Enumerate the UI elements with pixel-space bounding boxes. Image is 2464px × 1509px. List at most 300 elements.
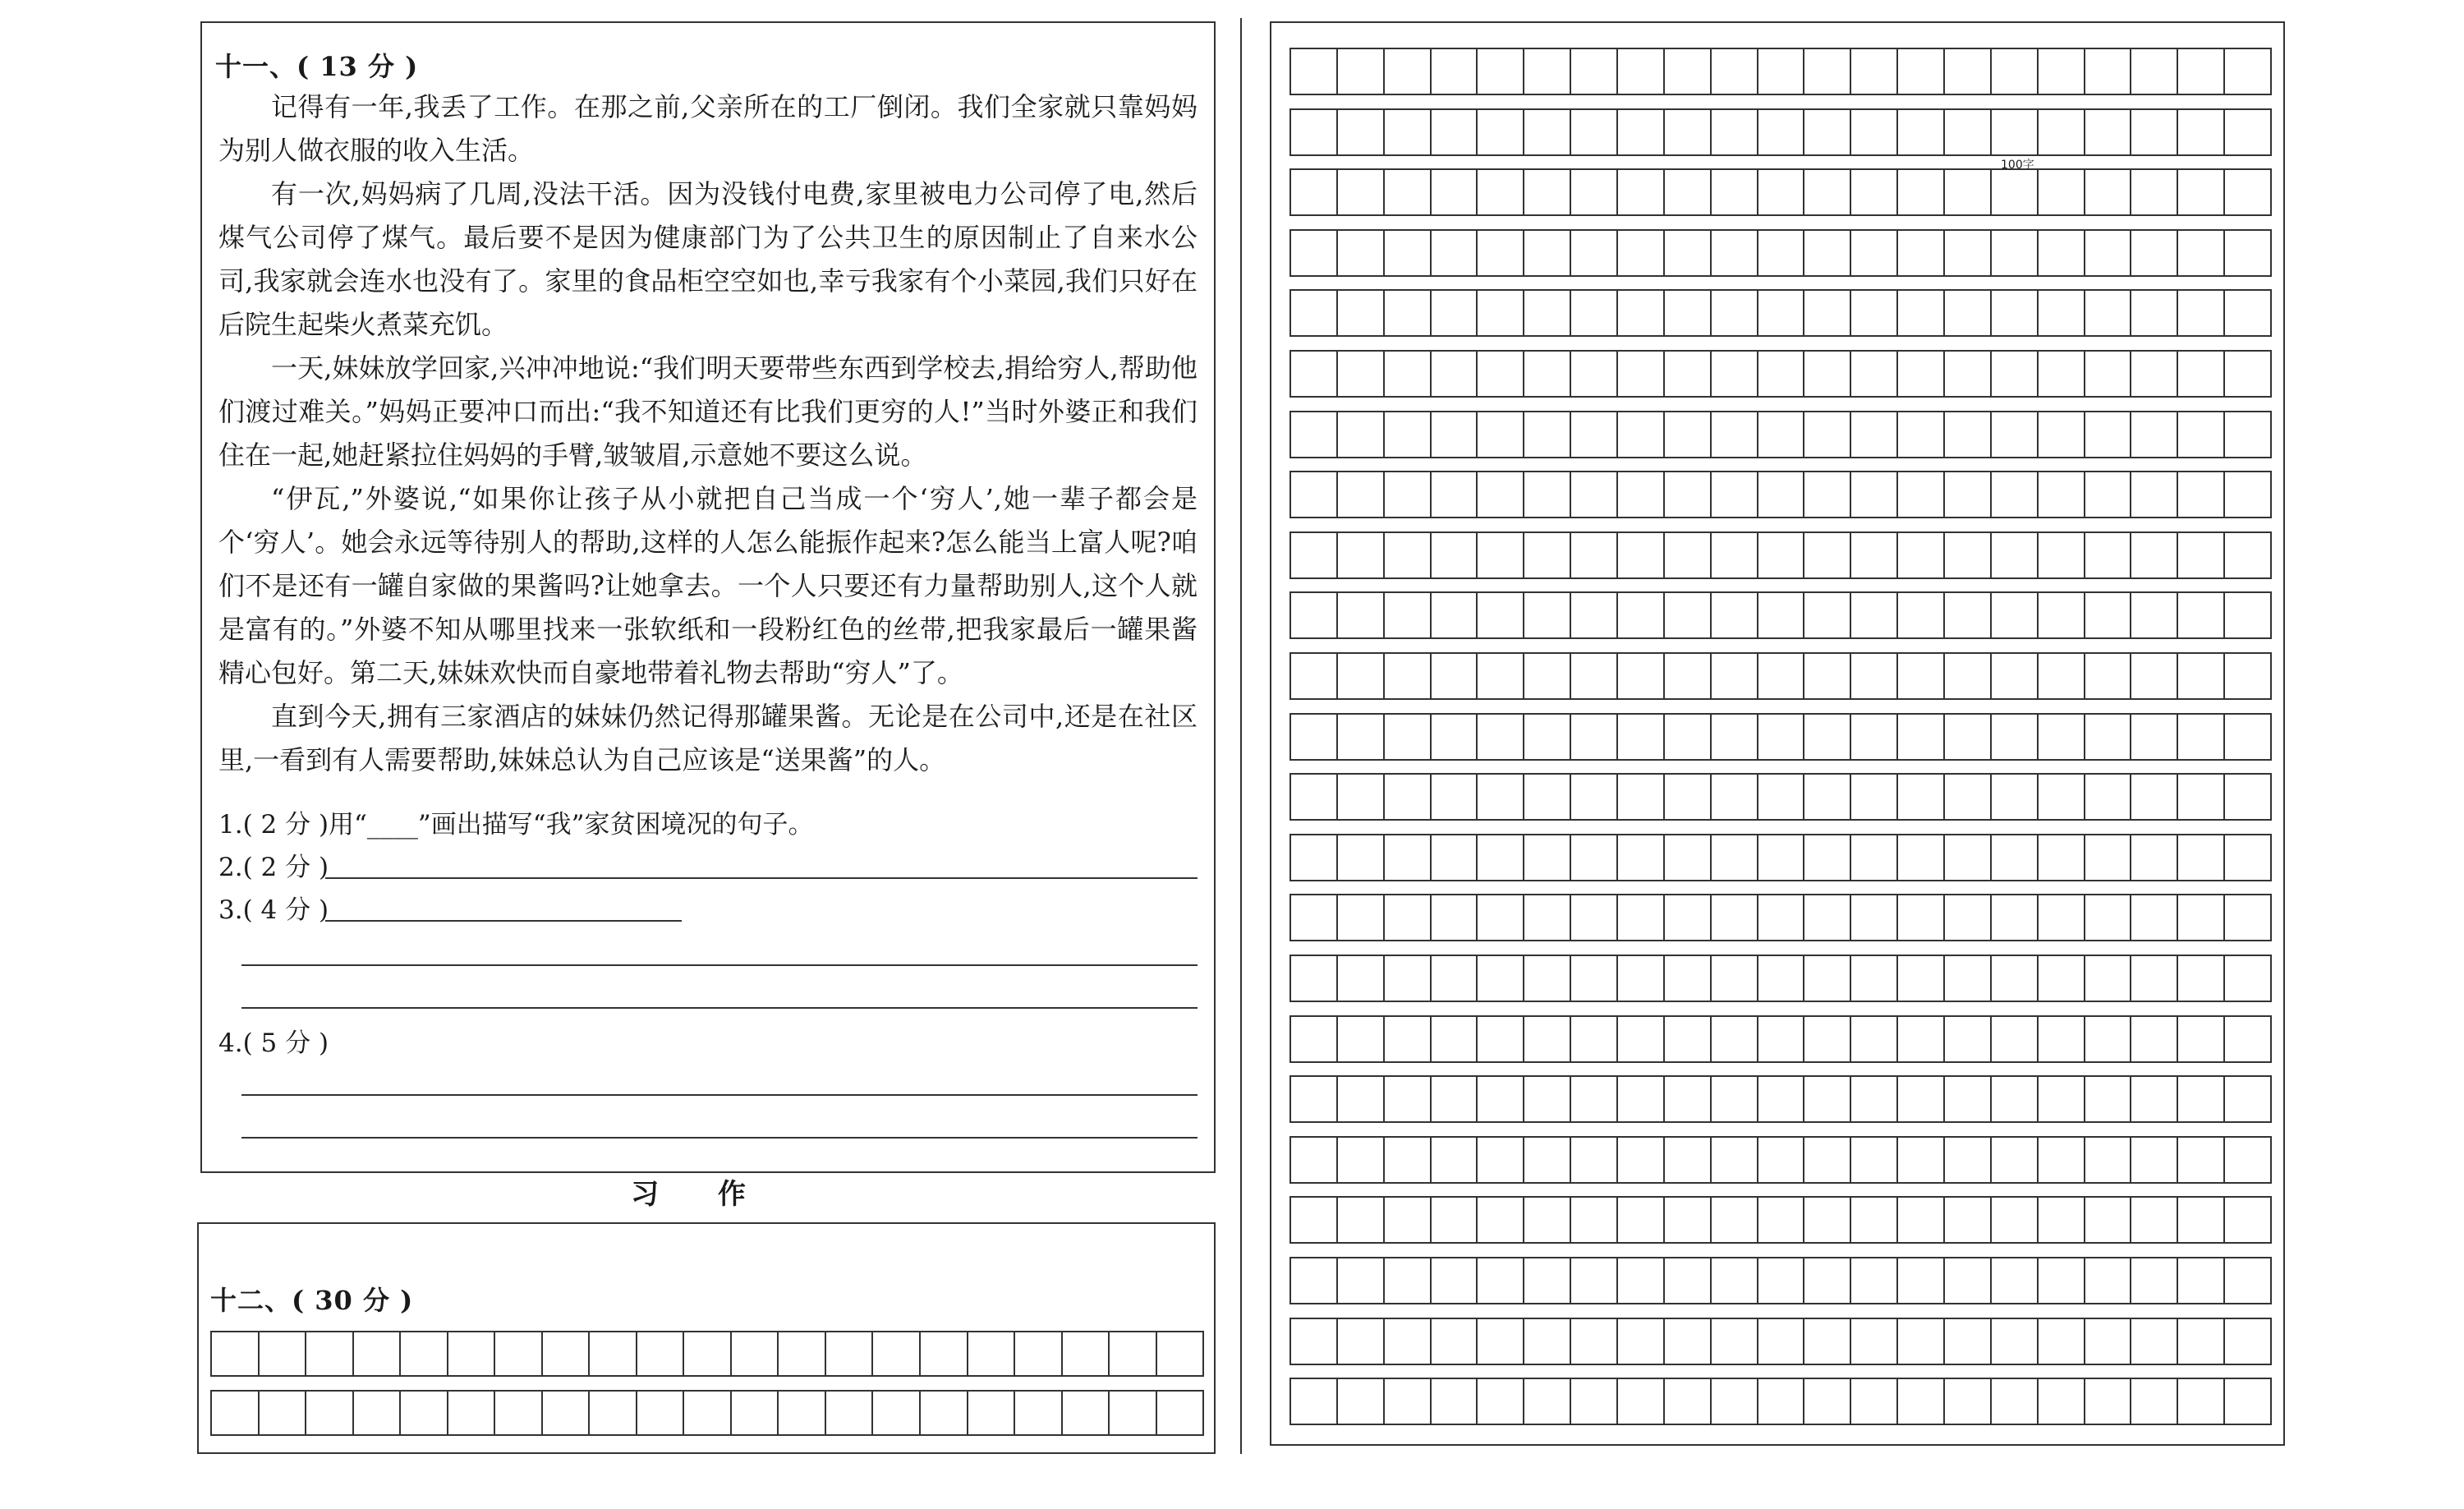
- grid-cell[interactable]: [1851, 412, 1898, 457]
- grid-cell[interactable]: [1618, 895, 1665, 940]
- grid-cell[interactable]: [2039, 956, 2085, 1001]
- grid-cell[interactable]: [1291, 835, 1338, 880]
- grid-cell[interactable]: [1758, 1077, 1805, 1121]
- grid-cell[interactable]: [1945, 231, 1992, 275]
- grid-cell[interactable]: [1524, 1198, 1571, 1242]
- grid-cell[interactable]: [2225, 1319, 2270, 1364]
- grid-cell[interactable]: [1524, 1379, 1571, 1424]
- grid-cell[interactable]: [1571, 1379, 1618, 1424]
- grid-cell[interactable]: [1571, 231, 1618, 275]
- grid-cell[interactable]: [1945, 775, 1992, 819]
- grid-cell[interactable]: [2225, 1138, 2270, 1182]
- grid-cell[interactable]: [1665, 1138, 1712, 1182]
- grid-cell[interactable]: [354, 1332, 402, 1375]
- grid-cell[interactable]: [1618, 715, 1665, 759]
- grid-cell[interactable]: [1291, 956, 1338, 1001]
- grid-cell[interactable]: [354, 1392, 402, 1434]
- grid-cell[interactable]: [1571, 110, 1618, 154]
- grid-cell[interactable]: [2178, 533, 2225, 577]
- grid-cell[interactable]: [1712, 775, 1758, 819]
- grid-cell[interactable]: [1385, 895, 1432, 940]
- grid-cell[interactable]: [1992, 49, 2039, 94]
- grid-cell[interactable]: [1618, 835, 1665, 880]
- grid-cell[interactable]: [1665, 1077, 1712, 1121]
- grid-cell[interactable]: [1291, 231, 1338, 275]
- grid-cell[interactable]: [1571, 1319, 1618, 1364]
- grid-cell[interactable]: [1851, 1077, 1898, 1121]
- grid-cell[interactable]: [1665, 170, 1712, 214]
- grid-cell[interactable]: [1338, 170, 1385, 214]
- grid-cell[interactable]: [2131, 1198, 2178, 1242]
- grid-cell[interactable]: [1758, 170, 1805, 214]
- grid-cell[interactable]: [1385, 1319, 1432, 1364]
- grid-cell[interactable]: [401, 1392, 448, 1434]
- grid-cell[interactable]: [1618, 533, 1665, 577]
- grid-cell[interactable]: [1432, 895, 1478, 940]
- grid-cell[interactable]: [1992, 1319, 2039, 1364]
- grid-cell[interactable]: [1291, 1198, 1338, 1242]
- grid-cell[interactable]: [2039, 1198, 2085, 1242]
- grid-cell[interactable]: [1665, 593, 1712, 637]
- grid-cell[interactable]: [1478, 1319, 1524, 1364]
- grid-cell[interactable]: [1432, 1379, 1478, 1424]
- grid-cell[interactable]: [1385, 533, 1432, 577]
- grid-cell[interactable]: [1898, 1379, 1945, 1424]
- grid-cell[interactable]: [1291, 1319, 1338, 1364]
- grid-cell[interactable]: [1992, 412, 2039, 457]
- grid-cell[interactable]: [1291, 775, 1338, 819]
- grid-cell[interactable]: [1338, 835, 1385, 880]
- answer-line[interactable]: [325, 920, 682, 922]
- grid-cell[interactable]: [2178, 472, 2225, 517]
- grid-cell[interactable]: [1432, 291, 1478, 335]
- grid-cell[interactable]: [1898, 1017, 1945, 1061]
- grid-cell[interactable]: [1851, 956, 1898, 1001]
- grid-cell[interactable]: [1804, 110, 1851, 154]
- grid-cell[interactable]: [1385, 1379, 1432, 1424]
- grid-cell[interactable]: [1851, 1017, 1898, 1061]
- grid-cell[interactable]: [590, 1332, 637, 1375]
- grid-cell[interactable]: [1898, 775, 1945, 819]
- grid-cell[interactable]: [1945, 472, 1992, 517]
- grid-cell[interactable]: [1157, 1332, 1203, 1375]
- grid-cell[interactable]: [1618, 412, 1665, 457]
- grid-cell[interactable]: [1804, 956, 1851, 1001]
- grid-cell[interactable]: [2039, 412, 2085, 457]
- grid-cell[interactable]: [1524, 956, 1571, 1001]
- grid-cell[interactable]: [2131, 1077, 2178, 1121]
- grid-cell[interactable]: [1804, 1319, 1851, 1364]
- grid-cell[interactable]: [2178, 49, 2225, 94]
- grid-cell[interactable]: [1992, 775, 2039, 819]
- grid-cell[interactable]: [1618, 1198, 1665, 1242]
- grid-cell[interactable]: [1665, 472, 1712, 517]
- grid-cell[interactable]: [1851, 533, 1898, 577]
- grid-cell[interactable]: [2131, 895, 2178, 940]
- grid-cell[interactable]: [1712, 1379, 1758, 1424]
- grid-cell[interactable]: [1898, 352, 1945, 396]
- grid-cell[interactable]: [1338, 1258, 1385, 1303]
- grid-cell[interactable]: [2178, 231, 2225, 275]
- grid-cell[interactable]: [1851, 49, 1898, 94]
- grid-cell[interactable]: [2085, 1198, 2132, 1242]
- grid-cell[interactable]: [2039, 1319, 2085, 1364]
- grid-cell[interactable]: [2085, 775, 2132, 819]
- grid-cell[interactable]: [1851, 715, 1898, 759]
- grid-cell[interactable]: [212, 1392, 260, 1434]
- grid-cell[interactable]: [1291, 412, 1338, 457]
- grid-cell[interactable]: [2225, 1077, 2270, 1121]
- grid-cell[interactable]: [1804, 533, 1851, 577]
- grid-cell[interactable]: [1804, 1017, 1851, 1061]
- grid-cell[interactable]: [1478, 895, 1524, 940]
- grid-cell[interactable]: [2131, 715, 2178, 759]
- grid-cell[interactable]: [2085, 1017, 2132, 1061]
- answer-line[interactable]: [325, 877, 1198, 879]
- grid-cell[interactable]: [2225, 472, 2270, 517]
- grid-cell[interactable]: [2131, 1258, 2178, 1303]
- grid-cell[interactable]: [1385, 1138, 1432, 1182]
- grid-cell[interactable]: [1992, 1017, 2039, 1061]
- grid-cell[interactable]: [2225, 1258, 2270, 1303]
- grid-cell[interactable]: [1432, 1017, 1478, 1061]
- grid-cell[interactable]: [2225, 170, 2270, 214]
- grid-cell[interactable]: [2178, 1017, 2225, 1061]
- grid-cell[interactable]: [1992, 895, 2039, 940]
- grid-cell[interactable]: [1524, 352, 1571, 396]
- grid-cell[interactable]: [1712, 49, 1758, 94]
- grid-cell[interactable]: [2039, 231, 2085, 275]
- grid-cell[interactable]: [1291, 110, 1338, 154]
- grid-cell[interactable]: [1432, 170, 1478, 214]
- grid-cell[interactable]: [1758, 895, 1805, 940]
- grid-cell[interactable]: [2131, 956, 2178, 1001]
- grid-cell[interactable]: [1571, 472, 1618, 517]
- grid-cell[interactable]: [1338, 1077, 1385, 1121]
- grid-cell[interactable]: [1524, 835, 1571, 880]
- grid-cell[interactable]: [1524, 1138, 1571, 1182]
- grid-cell[interactable]: [1945, 654, 1992, 698]
- answer-line[interactable]: [241, 1137, 1198, 1139]
- grid-cell[interactable]: [2131, 1319, 2178, 1364]
- grid-cell[interactable]: [1571, 412, 1618, 457]
- grid-cell[interactable]: [1804, 715, 1851, 759]
- grid-cell[interactable]: [1385, 291, 1432, 335]
- grid-cell[interactable]: [2178, 291, 2225, 335]
- grid-cell[interactable]: [495, 1332, 543, 1375]
- grid-cell[interactable]: [2039, 49, 2085, 94]
- grid-cell[interactable]: [1665, 231, 1712, 275]
- grid-cell[interactable]: [2039, 775, 2085, 819]
- grid-cell[interactable]: [1898, 291, 1945, 335]
- grid-cell[interactable]: [1291, 895, 1338, 940]
- grid-cell[interactable]: [2085, 170, 2132, 214]
- grid-cell[interactable]: [1478, 654, 1524, 698]
- grid-cell[interactable]: [2178, 170, 2225, 214]
- grid-cell[interactable]: [1665, 1198, 1712, 1242]
- grid-cell[interactable]: [1478, 715, 1524, 759]
- grid-cell[interactable]: [2085, 835, 2132, 880]
- grid-cell[interactable]: [1432, 835, 1478, 880]
- grid-cell[interactable]: [1898, 412, 1945, 457]
- grid-cell[interactable]: [1758, 1138, 1805, 1182]
- grid-cell[interactable]: [1478, 593, 1524, 637]
- grid-cell[interactable]: [1898, 49, 1945, 94]
- grid-cell[interactable]: [1338, 231, 1385, 275]
- grid-cell[interactable]: [1851, 231, 1898, 275]
- grid-cell[interactable]: [1712, 1138, 1758, 1182]
- grid-cell[interactable]: [1432, 654, 1478, 698]
- grid-cell[interactable]: [1712, 472, 1758, 517]
- grid-cell[interactable]: [2039, 654, 2085, 698]
- grid-cell[interactable]: [1992, 835, 2039, 880]
- grid-cell[interactable]: [1945, 1138, 1992, 1182]
- grid-cell[interactable]: [1758, 1319, 1805, 1364]
- grid-cell[interactable]: [1758, 49, 1805, 94]
- grid-cell[interactable]: [1851, 110, 1898, 154]
- grid-cell[interactable]: [1432, 49, 1478, 94]
- grid-cell[interactable]: [1618, 170, 1665, 214]
- grid-cell[interactable]: [1338, 110, 1385, 154]
- grid-cell[interactable]: [1571, 1198, 1618, 1242]
- grid-cell[interactable]: [1432, 1198, 1478, 1242]
- grid-cell[interactable]: [1571, 1017, 1618, 1061]
- grid-cell[interactable]: [1665, 1379, 1712, 1424]
- grid-cell[interactable]: [873, 1332, 921, 1375]
- grid-cell[interactable]: [1338, 1198, 1385, 1242]
- grid-cell[interactable]: [306, 1392, 354, 1434]
- grid-cell[interactable]: [1015, 1332, 1063, 1375]
- grid-cell[interactable]: [1665, 412, 1712, 457]
- grid-cell[interactable]: [1712, 110, 1758, 154]
- grid-cell[interactable]: [1758, 1017, 1805, 1061]
- grid-cell[interactable]: [1478, 49, 1524, 94]
- grid-cell[interactable]: [1291, 654, 1338, 698]
- grid-cell[interactable]: [1665, 1017, 1712, 1061]
- grid-cell[interactable]: [1804, 1379, 1851, 1424]
- grid-cell[interactable]: [1851, 1379, 1898, 1424]
- grid-cell[interactable]: [1524, 1258, 1571, 1303]
- grid-cell[interactable]: [1338, 472, 1385, 517]
- grid-cell[interactable]: [1945, 593, 1992, 637]
- grid-cell[interactable]: [1338, 593, 1385, 637]
- grid-cell[interactable]: [1851, 654, 1898, 698]
- grid-cell[interactable]: [543, 1392, 591, 1434]
- grid-cell[interactable]: [1524, 533, 1571, 577]
- grid-cell[interactable]: [1804, 170, 1851, 214]
- grid-cell[interactable]: [2178, 1319, 2225, 1364]
- grid-cell[interactable]: [1851, 291, 1898, 335]
- grid-cell[interactable]: [1338, 49, 1385, 94]
- grid-cell[interactable]: [1524, 49, 1571, 94]
- grid-cell[interactable]: [1618, 472, 1665, 517]
- grid-cell[interactable]: [1804, 352, 1851, 396]
- grid-cell[interactable]: [1015, 1392, 1063, 1434]
- grid-cell[interactable]: [1385, 775, 1432, 819]
- grid-cell[interactable]: [1291, 170, 1338, 214]
- grid-cell[interactable]: [1478, 291, 1524, 335]
- grid-cell[interactable]: [1110, 1332, 1157, 1375]
- grid-cell[interactable]: [1432, 110, 1478, 154]
- grid-cell[interactable]: [1432, 775, 1478, 819]
- answer-line[interactable]: [241, 1007, 1198, 1009]
- grid-cell[interactable]: [543, 1332, 591, 1375]
- grid-cell[interactable]: [1524, 715, 1571, 759]
- grid-cell[interactable]: [1478, 533, 1524, 577]
- grid-cell[interactable]: [448, 1332, 496, 1375]
- grid-cell[interactable]: [2225, 895, 2270, 940]
- grid-cell[interactable]: [2131, 1138, 2178, 1182]
- grid-cell[interactable]: [1338, 654, 1385, 698]
- grid-cell[interactable]: [873, 1392, 921, 1434]
- grid-cell[interactable]: [1338, 533, 1385, 577]
- grid-cell[interactable]: [1898, 1077, 1945, 1121]
- grid-cell[interactable]: [1712, 170, 1758, 214]
- grid-cell[interactable]: [1945, 715, 1992, 759]
- grid-cell[interactable]: [1992, 1138, 2039, 1182]
- grid-cell[interactable]: [1291, 352, 1338, 396]
- grid-cell[interactable]: [1712, 895, 1758, 940]
- grid-cell[interactable]: [1804, 231, 1851, 275]
- grid-cell[interactable]: [1157, 1392, 1203, 1434]
- grid-cell[interactable]: [2225, 49, 2270, 94]
- grid-cell[interactable]: [2131, 472, 2178, 517]
- grid-cell[interactable]: [1618, 1379, 1665, 1424]
- grid-cell[interactable]: [1898, 110, 1945, 154]
- grid-cell[interactable]: [1524, 291, 1571, 335]
- grid-cell[interactable]: [1712, 593, 1758, 637]
- grid-cell[interactable]: [2131, 231, 2178, 275]
- grid-cell[interactable]: [1291, 593, 1338, 637]
- grid-cell[interactable]: [1524, 412, 1571, 457]
- grid-cell[interactable]: [2039, 291, 2085, 335]
- grid-cell[interactable]: [1804, 1198, 1851, 1242]
- grid-cell[interactable]: [401, 1332, 448, 1375]
- grid-cell[interactable]: [1758, 472, 1805, 517]
- grid-cell[interactable]: [2039, 170, 2085, 214]
- grid-cell[interactable]: [260, 1332, 307, 1375]
- grid-cell[interactable]: [212, 1332, 260, 1375]
- grid-cell[interactable]: [1432, 352, 1478, 396]
- grid-cell[interactable]: [1665, 835, 1712, 880]
- grid-cell[interactable]: [1385, 472, 1432, 517]
- grid-cell[interactable]: [1758, 715, 1805, 759]
- grid-cell[interactable]: [2085, 1379, 2132, 1424]
- grid-cell[interactable]: [1432, 593, 1478, 637]
- grid-cell[interactable]: [306, 1332, 354, 1375]
- grid-cell[interactable]: [779, 1392, 826, 1434]
- grid-cell[interactable]: [2131, 593, 2178, 637]
- grid-cell[interactable]: [2178, 895, 2225, 940]
- grid-cell[interactable]: [1712, 1319, 1758, 1364]
- grid-cell[interactable]: [1524, 1017, 1571, 1061]
- grid-cell[interactable]: [2225, 1379, 2270, 1424]
- grid-cell[interactable]: [1712, 835, 1758, 880]
- grid-cell[interactable]: [1385, 352, 1432, 396]
- grid-cell[interactable]: [1385, 1017, 1432, 1061]
- grid-cell[interactable]: [2039, 1379, 2085, 1424]
- grid-cell[interactable]: [1432, 1077, 1478, 1121]
- grid-cell[interactable]: [2085, 533, 2132, 577]
- grid-cell[interactable]: [2039, 593, 2085, 637]
- grid-cell[interactable]: [2178, 110, 2225, 154]
- grid-cell[interactable]: [921, 1392, 968, 1434]
- grid-cell[interactable]: [1291, 49, 1338, 94]
- grid-cell[interactable]: [1851, 472, 1898, 517]
- grid-cell[interactable]: [1992, 1198, 2039, 1242]
- grid-cell[interactable]: [1945, 1017, 1992, 1061]
- grid-cell[interactable]: [1385, 593, 1432, 637]
- grid-cell[interactable]: [1758, 110, 1805, 154]
- grid-cell[interactable]: [1851, 775, 1898, 819]
- grid-cell[interactable]: [1478, 1198, 1524, 1242]
- grid-cell[interactable]: [2131, 533, 2178, 577]
- grid-cell[interactable]: [1712, 654, 1758, 698]
- grid-cell[interactable]: [1898, 654, 1945, 698]
- grid-cell[interactable]: [1945, 291, 1992, 335]
- grid-cell[interactable]: [1898, 1258, 1945, 1303]
- grid-cell[interactable]: [1665, 654, 1712, 698]
- grid-cell[interactable]: [2131, 412, 2178, 457]
- grid-cell[interactable]: [1945, 110, 1992, 154]
- grid-cell[interactable]: [2225, 110, 2270, 154]
- grid-cell[interactable]: [1945, 1319, 1992, 1364]
- grid-cell[interactable]: [2039, 1077, 2085, 1121]
- grid-cell[interactable]: [1618, 1077, 1665, 1121]
- grid-cell[interactable]: [2085, 231, 2132, 275]
- grid-cell[interactable]: [2131, 775, 2178, 819]
- grid-cell[interactable]: [1851, 1258, 1898, 1303]
- grid-cell[interactable]: [1432, 1258, 1478, 1303]
- grid-cell[interactable]: [1665, 352, 1712, 396]
- grid-cell[interactable]: [1385, 412, 1432, 457]
- grid-cell[interactable]: [1618, 1319, 1665, 1364]
- grid-cell[interactable]: [1291, 1379, 1338, 1424]
- grid-cell[interactable]: [2131, 49, 2178, 94]
- grid-cell[interactable]: [1571, 533, 1618, 577]
- grid-cell[interactable]: [1478, 775, 1524, 819]
- grid-cell[interactable]: [1992, 533, 2039, 577]
- grid-cell[interactable]: [1432, 1319, 1478, 1364]
- grid-cell[interactable]: [1992, 170, 2039, 214]
- grid-cell[interactable]: [1432, 472, 1478, 517]
- grid-cell[interactable]: [1804, 1258, 1851, 1303]
- grid-cell[interactable]: [968, 1392, 1016, 1434]
- grid-cell[interactable]: [1665, 1258, 1712, 1303]
- grid-cell[interactable]: [1524, 895, 1571, 940]
- grid-cell[interactable]: [1945, 533, 1992, 577]
- grid-cell[interactable]: [2085, 956, 2132, 1001]
- grid-cell[interactable]: [1992, 231, 2039, 275]
- grid-cell[interactable]: [1338, 1138, 1385, 1182]
- grid-cell[interactable]: [1804, 654, 1851, 698]
- grid-cell[interactable]: [1432, 231, 1478, 275]
- grid-cell[interactable]: [1804, 775, 1851, 819]
- grid-cell[interactable]: [1992, 593, 2039, 637]
- grid-cell[interactable]: [1945, 895, 1992, 940]
- grid-cell[interactable]: [1478, 472, 1524, 517]
- grid-cell[interactable]: [1758, 352, 1805, 396]
- grid-cell[interactable]: [1992, 654, 2039, 698]
- grid-cell[interactable]: [1712, 1258, 1758, 1303]
- grid-cell[interactable]: [1804, 412, 1851, 457]
- grid-cell[interactable]: [637, 1332, 685, 1375]
- grid-cell[interactable]: [1945, 1379, 1992, 1424]
- grid-cell[interactable]: [1758, 533, 1805, 577]
- grid-cell[interactable]: [1898, 231, 1945, 275]
- grid-cell[interactable]: [1712, 352, 1758, 396]
- grid-cell[interactable]: [1945, 1077, 1992, 1121]
